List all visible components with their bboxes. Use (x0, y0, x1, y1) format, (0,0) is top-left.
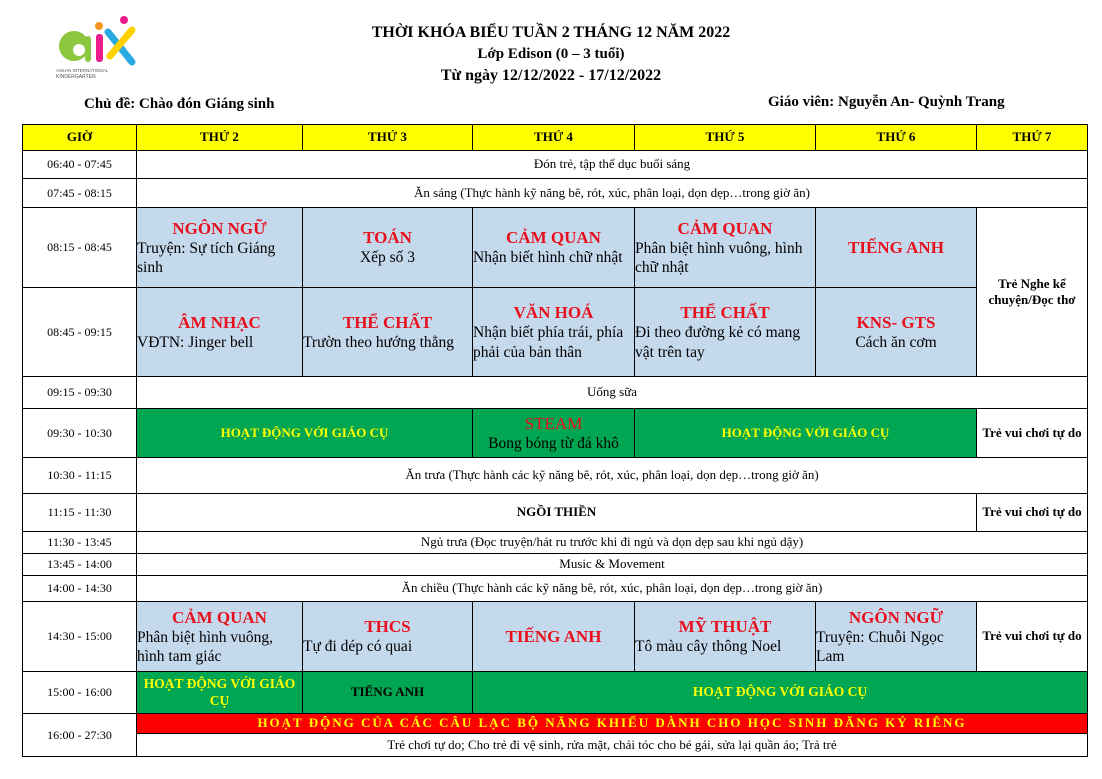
header-row (23, 125, 1088, 151)
subject-label: CẢM QUAN (506, 228, 601, 248)
lesson-detail: Nhận biết phía trái, phía phải của bản thân (473, 324, 624, 361)
lesson-detail: Truyện: Chuỗi Ngọc Lam (816, 628, 944, 666)
subject-label: NGÔN NGỮ (172, 218, 267, 238)
lesson-detail: Nhận biết hình chữ nhật (473, 249, 623, 267)
subject-label: TOÁN (363, 228, 412, 248)
logo-caption-1: ASEAN INTERNATIONAL (56, 68, 109, 73)
time-cell: 14:30 - 15:00 (23, 602, 137, 672)
table-row (23, 494, 1088, 532)
table-row (23, 288, 1088, 377)
subject-label: ÂM NHẠC (178, 312, 261, 332)
lesson-detail: Đi theo đường kẻ có mang vật trên tay (635, 324, 801, 361)
time-cell: 11:15 - 11:30 (23, 494, 137, 532)
col-header-thu: THỨ 5 (635, 125, 816, 151)
lesson-detail: Bong bóng từ đá khô (488, 434, 619, 452)
time-cell: 09:30 - 10:30 (23, 409, 137, 458)
time-cell: 08:15 - 08:45 (23, 208, 137, 288)
club-banner: HOẠT ĐỘNG CỦA CÁC CÂU LẠC BỘ NĂNG KHIẾU DÀNH CHO HỌC SINH ĐĂNG KÝ RIÊNG (137, 714, 1088, 734)
lesson-detail: Phân biệt hình vuông, hình tam giác (137, 628, 274, 666)
table-row (23, 714, 1088, 734)
activity-cell: NGỒI THIỀN (137, 494, 977, 532)
subject-label: THỂ CHẤT (342, 312, 433, 332)
col-header-wed: THỨ 4 (473, 125, 635, 151)
page-title: THỜI KHÓA BIỂU TUẦN 2 THÁNG 12 NĂM 2022 (371, 24, 731, 41)
time-cell: 06:40 - 07:45 (23, 151, 137, 179)
activity-cell: TIẾNG ANH (303, 672, 473, 714)
lesson-cell-tue (303, 602, 473, 672)
col-header-mon: THỨ 2 (137, 125, 303, 151)
lesson-detail: Cách ăn cơm (855, 333, 937, 351)
lesson-detail: Trườn theo hướng thẳng (303, 333, 455, 351)
table-row (23, 179, 1088, 208)
activity-cell: Ăn trưa (Thực hành các kỹ năng bê, rót, xúc, phân loại, dọn dẹp…trong giờ ăn) (137, 458, 1088, 494)
activity-cell: HOẠT ĐỘNG VỚI GIÁO CỤ (137, 409, 473, 458)
lesson-detail: VĐTN: Jinger bell (137, 333, 254, 351)
lesson-cell-wed (473, 602, 635, 672)
subject-label: VĂN HOÁ (513, 303, 594, 322)
table-row (23, 734, 1088, 757)
activity-cell: Music & Movement (137, 554, 1088, 576)
table-row (23, 377, 1088, 409)
lesson-cell-tue (303, 288, 473, 377)
subject-label: KNS- GTS (856, 312, 936, 332)
subject-label: TIẾNG ANH (505, 626, 602, 646)
topic-label: Chủ đề: Chào đón Giáng sinh (84, 96, 275, 112)
lesson-cell-wed (473, 208, 635, 288)
lesson-detail: Tô màu cây thông Noel (635, 638, 782, 656)
subject-label: MỸ THUẬT (678, 617, 772, 637)
saturday-activity: Trẻ Nghe kể chuyện/Đọc thơ (977, 208, 1088, 377)
lesson-detail: Phân biệt hình vuông, hình chữ nhật (635, 239, 803, 277)
time-cell: 08:45 - 09:15 (23, 288, 137, 377)
lesson-cell-mon (137, 288, 303, 377)
timetable (22, 124, 1088, 757)
time-cell: 10:30 - 11:15 (23, 458, 137, 494)
table-row (23, 602, 1088, 672)
lesson-detail: Xếp số 3 (359, 249, 416, 267)
subject-label: THỂ CHẤT (680, 303, 770, 322)
col-header-tue: THỨ 3 (303, 125, 473, 151)
teacher-label: Giáo viên: Nguyễn An- Quỳnh Trang (768, 94, 1005, 110)
saturday-activity: Trẻ vui chơi tự do (977, 409, 1088, 458)
table-row (23, 409, 1088, 458)
time-cell: 09:15 - 09:30 (23, 377, 137, 409)
activity-cell: Ăn sáng (Thực hành kỹ năng bê, rót, xúc, phân loại, dọn dẹp…trong giờ ăn) (137, 179, 1088, 208)
lesson-cell-fri (816, 288, 977, 377)
table-row (23, 672, 1088, 714)
lesson-cell-thu (635, 602, 816, 672)
time-cell: 13:45 - 14:00 (23, 554, 137, 576)
time-cell: 16:00 - 27:30 (23, 714, 137, 757)
date-range: Từ ngày 12/12/2022 - 17/12/2022 (440, 67, 662, 84)
lesson-cell-wed (473, 288, 635, 377)
activity-cell: Ngủ trưa (Đọc truyện/hát ru trước khi đi ngủ và dọn dẹp sau khi ngủ dậy) (137, 532, 1088, 554)
table-row (23, 208, 1088, 288)
lesson-cell-tue (303, 208, 473, 288)
steam-cell (473, 409, 635, 458)
subject-label: CẢM QUAN (677, 218, 773, 238)
table-row (23, 151, 1088, 179)
activity-cell: Trẻ chơi tự do; Cho trẻ đi vệ sinh, rửa mặt, chải tóc cho bé gái, sửa lại quần áo; Trả trẻ (137, 734, 1088, 757)
table-row (23, 532, 1088, 554)
lesson-cell-fri (816, 602, 977, 672)
activity-cell: HOẠT ĐỘNG VỚI GIÁO CỤ (473, 672, 1088, 714)
lesson-cell-thu (635, 208, 816, 288)
activity-cell: Đón trẻ, tập thể dục buổi sáng (137, 151, 1088, 179)
col-header-time: GIỜ (23, 125, 137, 151)
lesson-cell-fri (816, 208, 977, 288)
time-cell: 07:45 - 08:15 (23, 179, 137, 208)
activity-cell: HOẠT ĐỘNG VỚI GIÁO CỤ (635, 409, 977, 458)
time-cell: 14:00 - 14:30 (23, 576, 137, 602)
lesson-cell-thu (635, 288, 816, 377)
saturday-activity: Trẻ vui chơi tự do (977, 494, 1088, 532)
time-cell: 11:30 - 13:45 (23, 532, 137, 554)
activity-cell: Ăn chiều (Thực hành các kỹ năng bê, rót, xúc, phân loại, dọn dẹp…trong giờ ăn) (137, 576, 1088, 602)
subject-label: TIẾNG ANH (848, 237, 944, 257)
subject-label: STEAM (524, 413, 583, 433)
col-header-sat: THỨ 7 (977, 125, 1088, 151)
activity-cell: HOẠT ĐỘNG VỚI GIÁO CỤ (137, 672, 303, 714)
table-row (23, 458, 1088, 494)
subject-label: THCS (364, 617, 411, 637)
class-name: Lớp Edison (0 – 3 tuổi) (477, 46, 625, 62)
activity-cell: Uống sữa (137, 377, 1088, 409)
saturday-activity: Trẻ vui chơi tự do (977, 602, 1088, 672)
col-header-fri: THỨ 6 (816, 125, 977, 151)
lesson-detail: Truyện: Sự tích Giáng sinh (137, 239, 276, 277)
time-cell: 15:00 - 16:00 (23, 672, 137, 714)
table-row (23, 576, 1088, 602)
lesson-cell-mon (137, 208, 303, 288)
subject-label: CẢM QUAN (172, 607, 267, 627)
subject-label: NGÔN NGỮ (848, 607, 944, 627)
logo-caption-2: KINDERGARTEN (56, 74, 96, 80)
table-row (23, 554, 1088, 576)
lesson-cell-mon (137, 602, 303, 672)
lesson-detail: Tự đi dép có quai (303, 638, 413, 656)
